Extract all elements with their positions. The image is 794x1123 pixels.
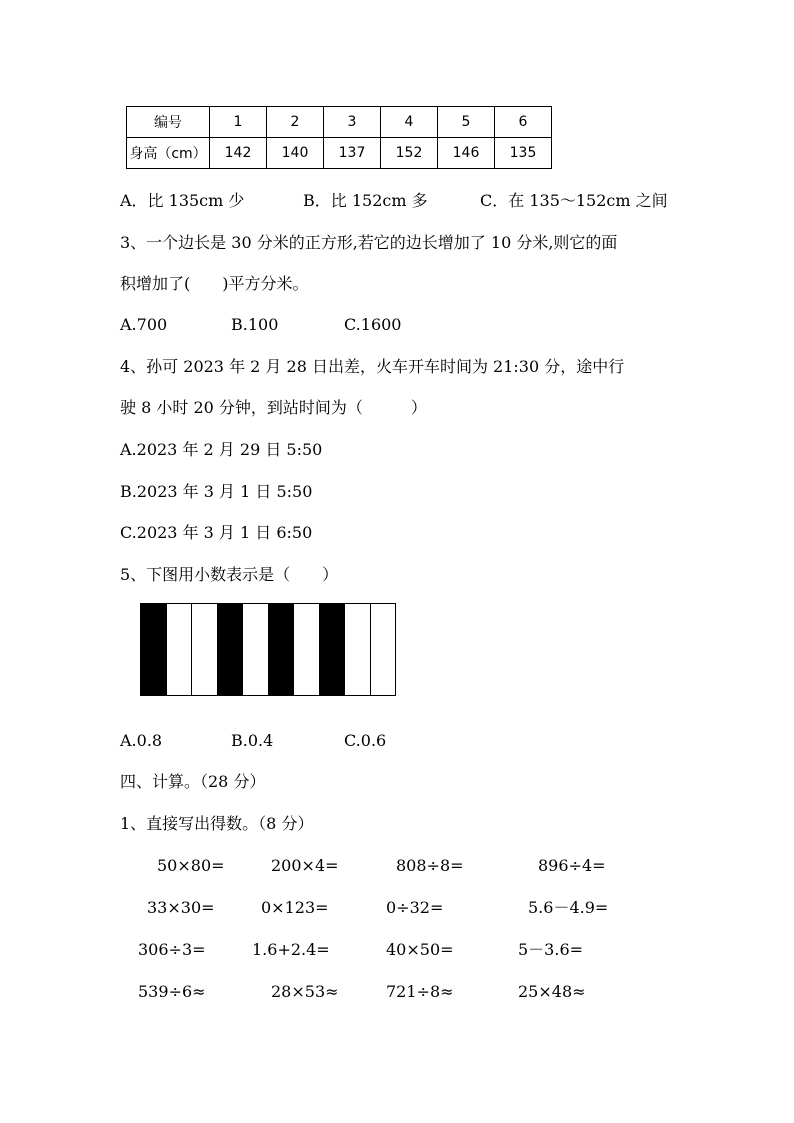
calc-item: 306÷3= [138,940,206,959]
table-cell: 1 [210,107,267,138]
calc-item: 0÷32= [386,898,444,917]
strip-segment-shaded [217,604,243,695]
q2-option-a: A．比 135cm 少 [120,191,245,210]
strip-segment [166,604,192,695]
q2-option-b: B．比 152cm 多 [303,191,428,210]
q3-line-1: 3、一个边长是 30 分米的正方形,若它的边长增加了 10 分米,则它的面 [120,233,618,252]
calc-item: 28×53≈ [271,982,339,1001]
strip-segment-shaded [268,604,294,695]
calc-item: 40×50= [386,940,454,959]
calc-item: 5.6－4.9= [528,898,609,917]
height-table [126,106,552,169]
decimal-strip-figure [140,603,396,696]
q3-option-b: B.100 [231,315,279,334]
table-row-number [127,107,552,138]
calc-item: 33×30= [147,898,215,917]
strip-segment-shaded [141,604,166,695]
table-cell: 146 [438,138,495,169]
table-cell: 4 [381,107,438,138]
q5-option-a: A.0.8 [120,731,163,750]
calc-item: 721÷8≈ [386,982,454,1001]
q4-line-1: 4、孙可 2023 年 2 月 28 日出差，火车开车时间为 21:30 分，途中行 [120,357,625,376]
table-cell: 135 [495,138,552,169]
q3-option-a: A.700 [120,315,168,334]
calc-item: 0×123= [261,898,329,917]
q5-line: 5、下图用小数表示是（ ） [120,565,339,584]
strip-segment [370,604,396,695]
calc-item: 50×80= [157,856,225,875]
q3-line-2: 积增加了( )平方分米。 [120,274,309,293]
calc-item: 5－3.6= [518,940,584,959]
calc-item: 25×48≈ [518,982,586,1001]
q4-line-2: 驶 8 小时 20 分钟，到站时间为（ ） [120,398,427,417]
calc-item: 200×4= [271,856,339,875]
q4-option-a: A.2023 年 2 月 29 日 5:50 [120,440,323,459]
q3-option-c: C.1600 [344,315,402,334]
subsection-title: 1、直接写出得数。（8 分） [120,814,314,833]
table-cell: 137 [324,138,381,169]
table-cell: 3 [324,107,381,138]
table-cell: 152 [381,138,438,169]
q4-option-b: B.2023 年 3 月 1 日 5:50 [120,482,313,501]
q2-option-c: C．在 135～152cm 之间 [480,191,668,210]
calc-item: 808÷8= [396,856,464,875]
strip-segment [293,604,319,695]
table-cell: 2 [267,107,324,138]
row-header-height: 身高（cm） [127,138,210,169]
table-row-height [127,138,552,169]
table-cell: 6 [495,107,552,138]
calc-item: 539÷6≈ [138,982,206,1001]
row-header-number: 编号 [127,107,210,138]
strip-segment [344,604,370,695]
strip-segment-shaded [319,604,345,695]
q5-option-b: B.0.4 [231,731,274,750]
table-cell: 5 [438,107,495,138]
q4-option-c: C.2023 年 3 月 1 日 6:50 [120,523,313,542]
strip-segment [191,604,217,695]
calc-item: 896÷4= [538,856,606,875]
section-title: 四、计算。（28 分） [120,772,266,791]
calc-item: 1.6+2.4= [252,940,330,959]
q5-option-c: C.0.6 [344,731,387,750]
table-cell: 140 [267,138,324,169]
table-cell: 142 [210,138,267,169]
strip-segment [242,604,268,695]
